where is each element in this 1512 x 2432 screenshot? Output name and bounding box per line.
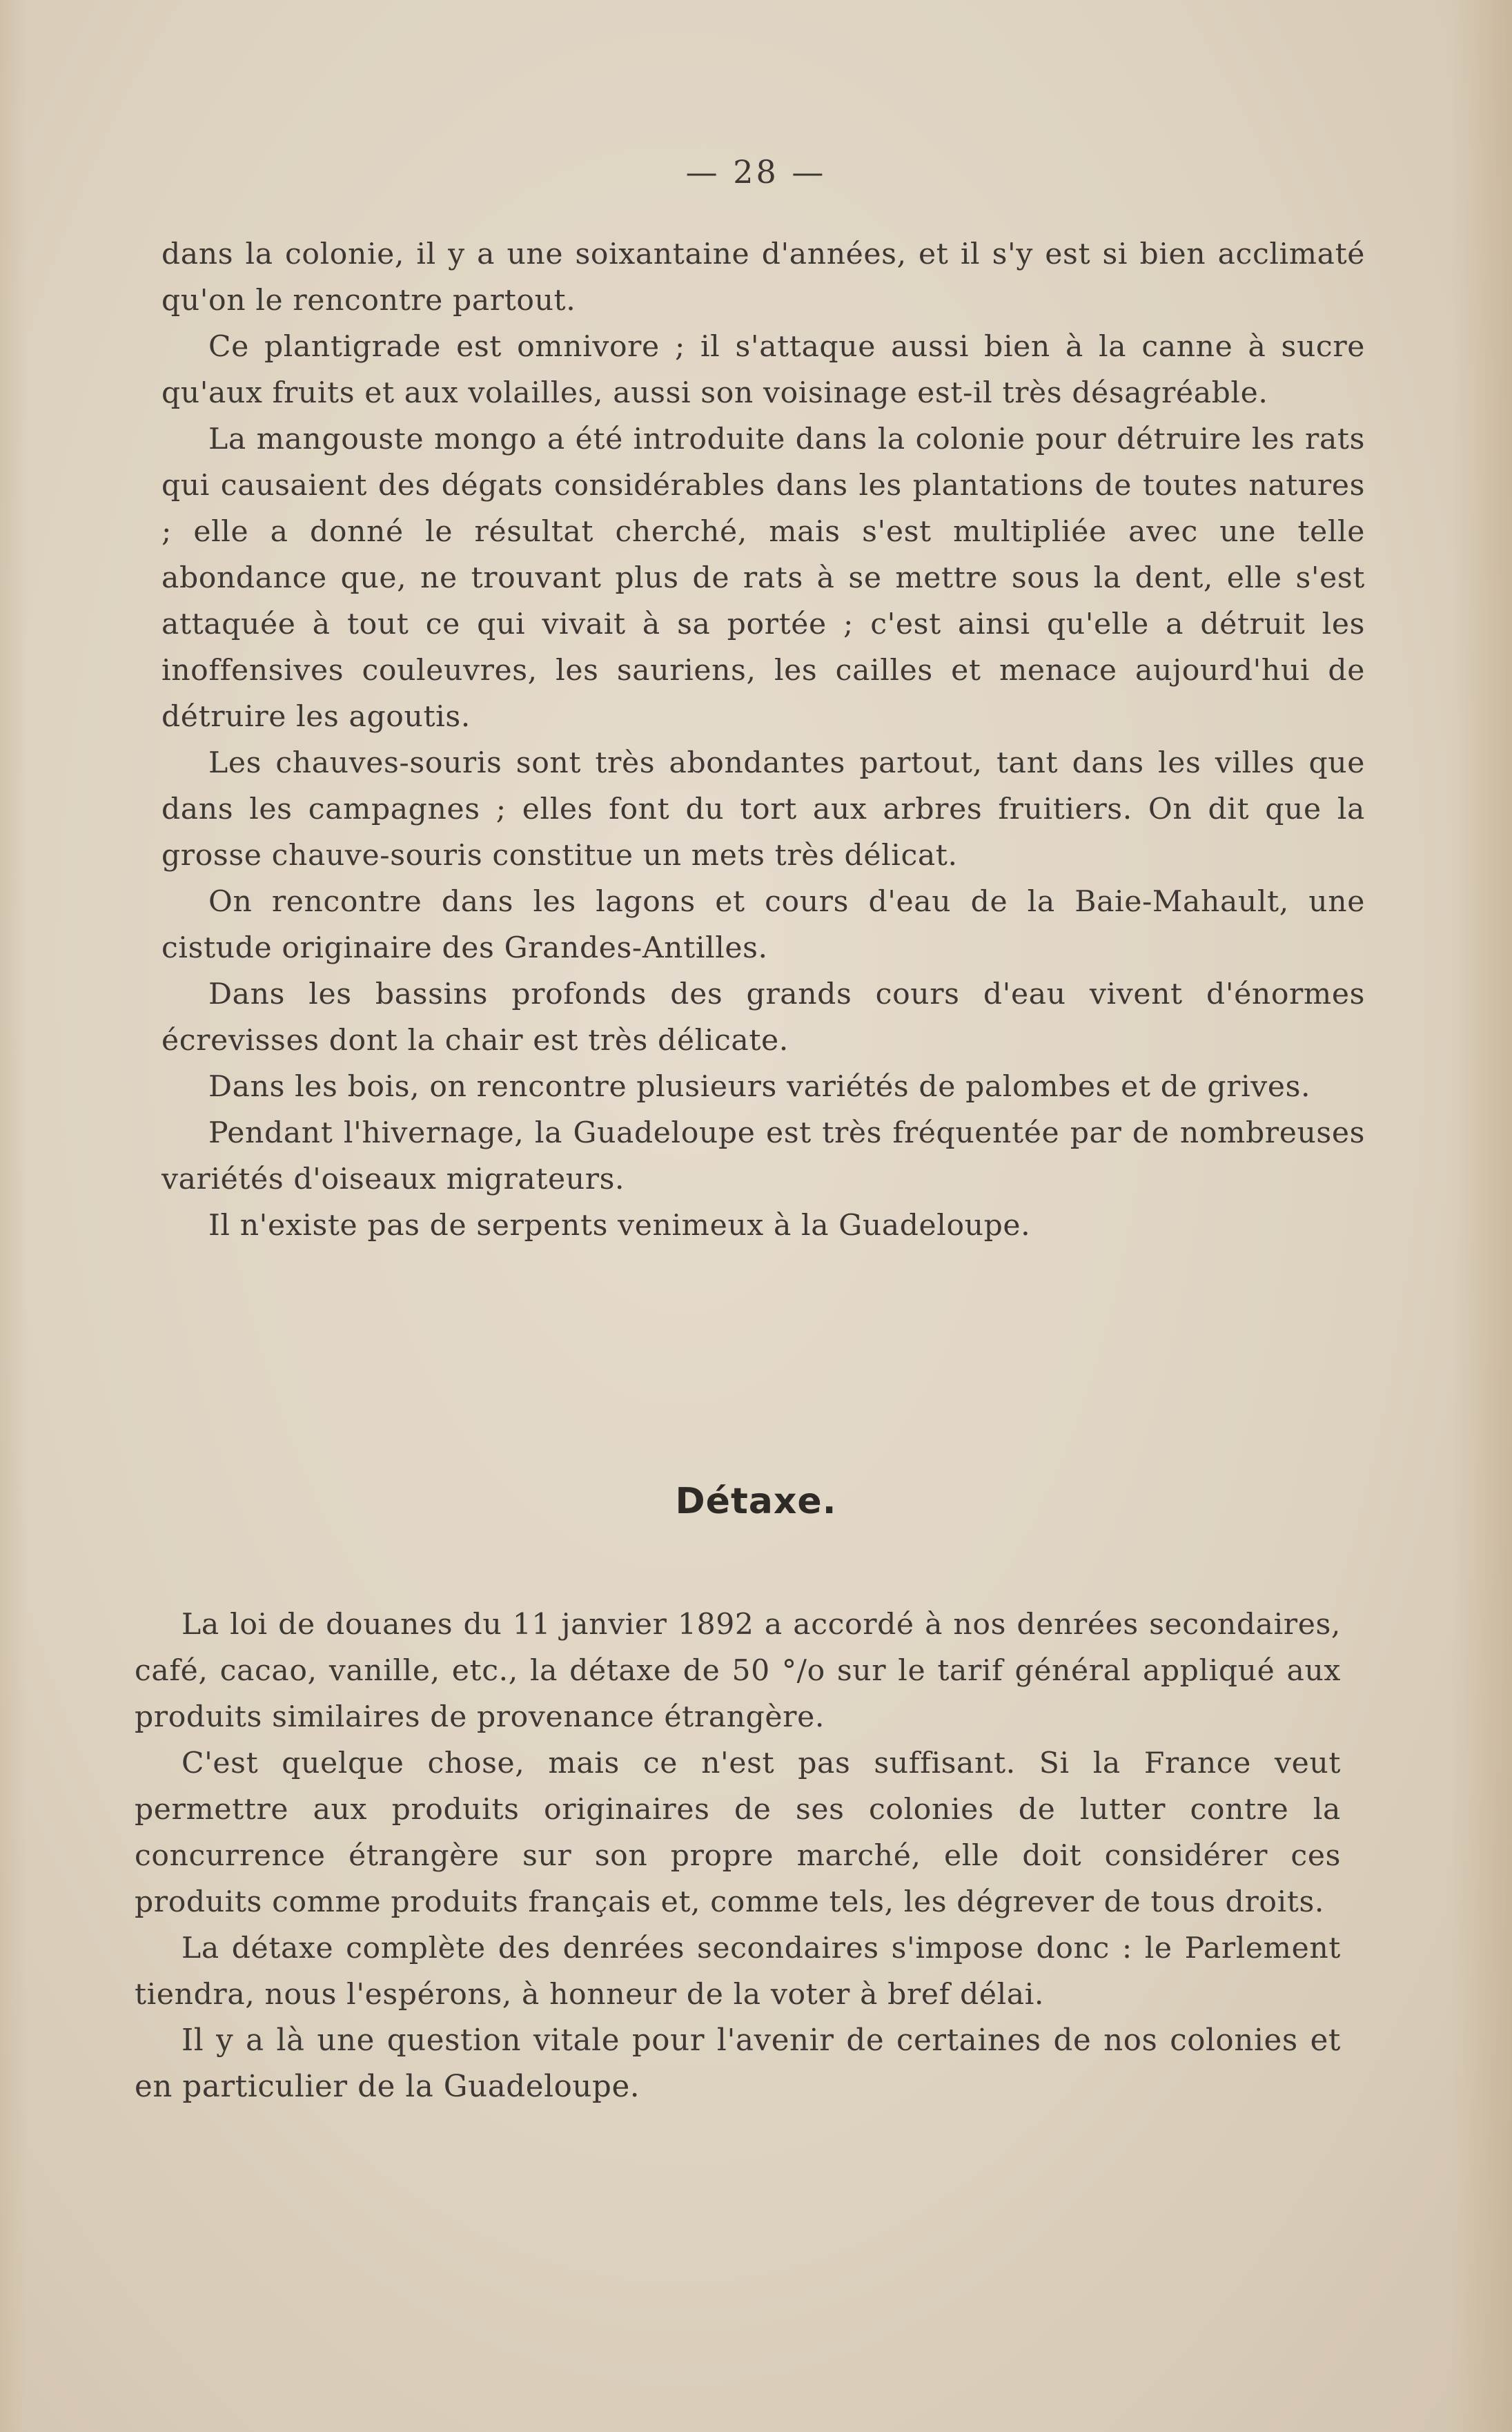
paragraph-not-sufficient: C'est quelque chose, mais ce n'est pas suffisant. Si la France veut permettre aux produits originaires de ses colonies de lutter contre la concurrence étrangère sur son propre marché, elle doit considérer ces produits comme produits français et, comme tels, les dégrever de tous droits. [135, 1747, 1341, 1919]
paragraph-raccoon-continued: dans la colonie, il y a une soixantaine d'années, et il s'y est si bien acclimaté qu'on le rencontre partout. [161, 237, 1365, 318]
section-title-detaxe: Détaxe. [675, 1481, 837, 1522]
paragraph-cistude: On rencontre dans les lagons et cours d'eau de la Baie-Mahault, une cistude originaire des Grandes-Antilles. [161, 885, 1365, 965]
page-edge-shadow-right [1450, 0, 1512, 2432]
paragraph-no-venomous-snakes: Il n'existe pas de serpents venimeux à la Guadeloupe. [208, 1209, 1031, 1243]
paragraph-palombes: Dans les bois, on rencontre plusieurs variétés de palombes et de grives. [208, 1070, 1311, 1104]
paragraph-mongoose: La mangouste mongo a été introduite dans la colonie pour détruire les rats qui causaient des dégats considérables dans les plantations de toutes natures ; elle a donné le résultat cherché, mais s'est multipliée avec une telle abondance que, ne trouvant plus de rats à se mettre sous la dent, elle s'est attaquée à tout ce qui vivait à sa portée ; c'est ainsi qu'elle a détruit les inoffensives couleuvres, les sauriens, les cailles et menace aujourd'hui de détruire les agoutis. [161, 422, 1365, 734]
intro-text-block [161, 231, 1365, 1249]
page-edge-shadow-left [0, 0, 28, 2432]
paragraph-vital-question: Il y a là une question vitale pour l'avenir de certaines de nos colonies et en particulier de la Guadeloupe. [135, 2023, 1341, 2104]
paragraph-customs-law: La loi de douanes du 11 janvier 1892 a accordé à nos denrées secondaires, café, cacao, vanille, etc., la détaxe de 50 °/o sur le tarif général appliqué aux produits similaires de provenance étrangère. [135, 1608, 1341, 1734]
paragraph-complete-detaxe: La détaxe complète des denrées secondaires s'impose donc : le Parlement tiendra, nous l'espérons, à honneur de la voter à bref délai. [135, 1932, 1341, 2012]
paragraph-bats: Les chauves-souris sont très abondantes partout, tant dans les villes que dans les campagnes ; elles font du tort aux arbres fruitiers. On dit que la grosse chauve-souris constitue un mets très délicat. [161, 746, 1365, 873]
paragraph-crayfish: Dans les bassins profonds des grands cours d'eau vivent d'énormes écrevisses dont la chair est très délicate. [161, 977, 1365, 1058]
detaxe-text-block [135, 1602, 1341, 2110]
paragraph-migratory-birds: Pendant l'hivernage, la Guadeloupe est très fréquentée par de nombreuses variétés d'oiseaux migrateurs. [161, 1116, 1365, 1196]
paragraph-plantigrade: Ce plantigrade est omnivore ; il s'attaque aussi bien à la canne à sucre qu'aux fruits et aux volailles, aussi son voisinage est-il très désagréable. [161, 330, 1365, 410]
page-number: — 28 — [685, 153, 827, 191]
